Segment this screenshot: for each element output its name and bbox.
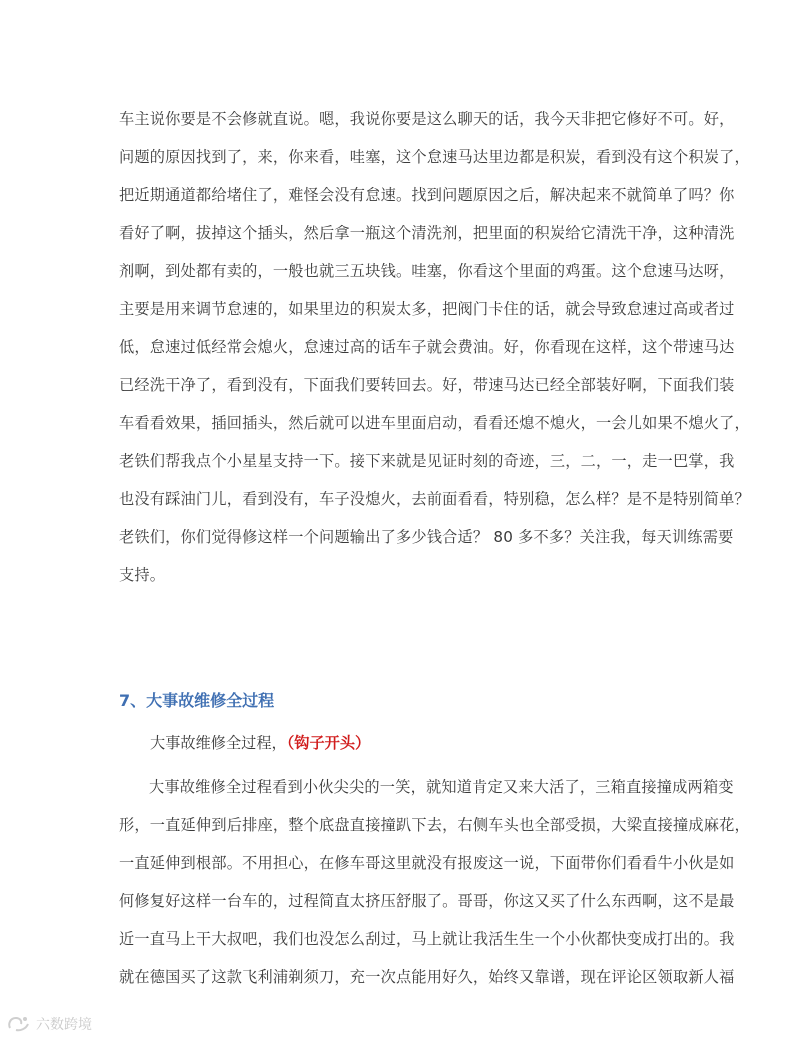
text-line: 剂啊，到处都有卖的，一般也就三五块钱。哇塞，你看这个里面的鸡蛋。这个怠速马达呀， (119, 262, 735, 280)
body-paragraph-2 (119, 768, 750, 996)
text-line: 大事故维修全过程看到小伙尖尖的一笑，就知道肯定又来大活了，三箱直接撞成两箱变 (149, 778, 734, 796)
text-line: 看好了啊，拔掉这个插头，然后拿一瓶这个清洗剂，把里面的积炭给它清洗干净，这种清洗 (119, 224, 735, 242)
text-line: 已经洗干净了，看到没有，下面我们要转回去。好，带速马达已经全部装好啊，下面我们装 (119, 376, 735, 394)
section-heading: 7、大事故维修全过程 (119, 691, 275, 710)
text-line: 低，怠速过低经常会熄火，怠速过高的话车子就会费油。好，你看现在这样，这个带速马达 (119, 338, 735, 356)
text-line: 近一直马上干大叔吧，我们也没怎么刮过，马上就让我活生生一个小伙都快变成打出的。我 (119, 930, 735, 948)
text-line: 车看看效果，插回插头，然后就可以进车里面启动，看看还熄不熄火，一会儿如果不熄火了， (119, 414, 750, 432)
watermark (6, 1012, 92, 1036)
hook-label: （钩子开头） (286, 734, 371, 752)
text-line: 老铁们帮我点个小星星支持一下。接下来就是见证时刻的奇迹，三，二，一，走一巴掌，我 (119, 452, 735, 470)
text-line: 支持。 (119, 566, 166, 584)
text-line: 主要是用来调节怠速的，如果里边的积炭太多，把阀门卡住的话，就会导致怠速过高或者过 (119, 300, 735, 318)
text-line: 就在德国买了这款飞利浦剃须刀，充一次点能用好久，始终又靠谱，现在评论区领取新人福 (119, 968, 735, 986)
text-line: 老铁们，你们觉得修这样一个问题输出了多少钱合适？ 80 多不多？关注我，每天训练需要 (119, 528, 734, 546)
text-line: 把近期通道都给堵住了，难怪会没有怠速。找到问题原因之后，解决起来不就简单了吗？你 (119, 186, 735, 204)
text-line: 问题的原因找到了，来，你来看，哇塞，这个怠速马达里边都是积炭，看到没有这个积炭了， (119, 148, 750, 166)
subheading-text: 大事故维修全过程， (150, 734, 287, 752)
text-line: 一直延伸到根部。不用担心，在修车哥这里就没有报废这一说，下面带你们看看牛小伙是如 (119, 854, 735, 872)
text-line: 车主说你要是不会修就直说。嗯，我说你要是这么聊天的话，我今天非把它修好不可。好， (119, 110, 735, 128)
watermark-text: 六数跨境 (36, 1017, 92, 1033)
section-subheading (150, 728, 370, 758)
text-line: 形，一直延伸到后排座，整个底盘直接撞趴下去，右侧车头也全部受损，大梁直接撞成麻花， (119, 816, 750, 834)
text-line: 何修复好这样一台车的，过程简直太挤压舒服了。哥哥，你这又买了什么东西啊，这不是最 (119, 892, 735, 910)
text-line: 也没有踩油门儿，看到没有，车子没熄火，去前面看看，特别稳，怎么样？是不是特别简单？ (119, 490, 750, 508)
body-paragraph-1 (119, 100, 750, 594)
logo-icon (6, 1014, 32, 1034)
